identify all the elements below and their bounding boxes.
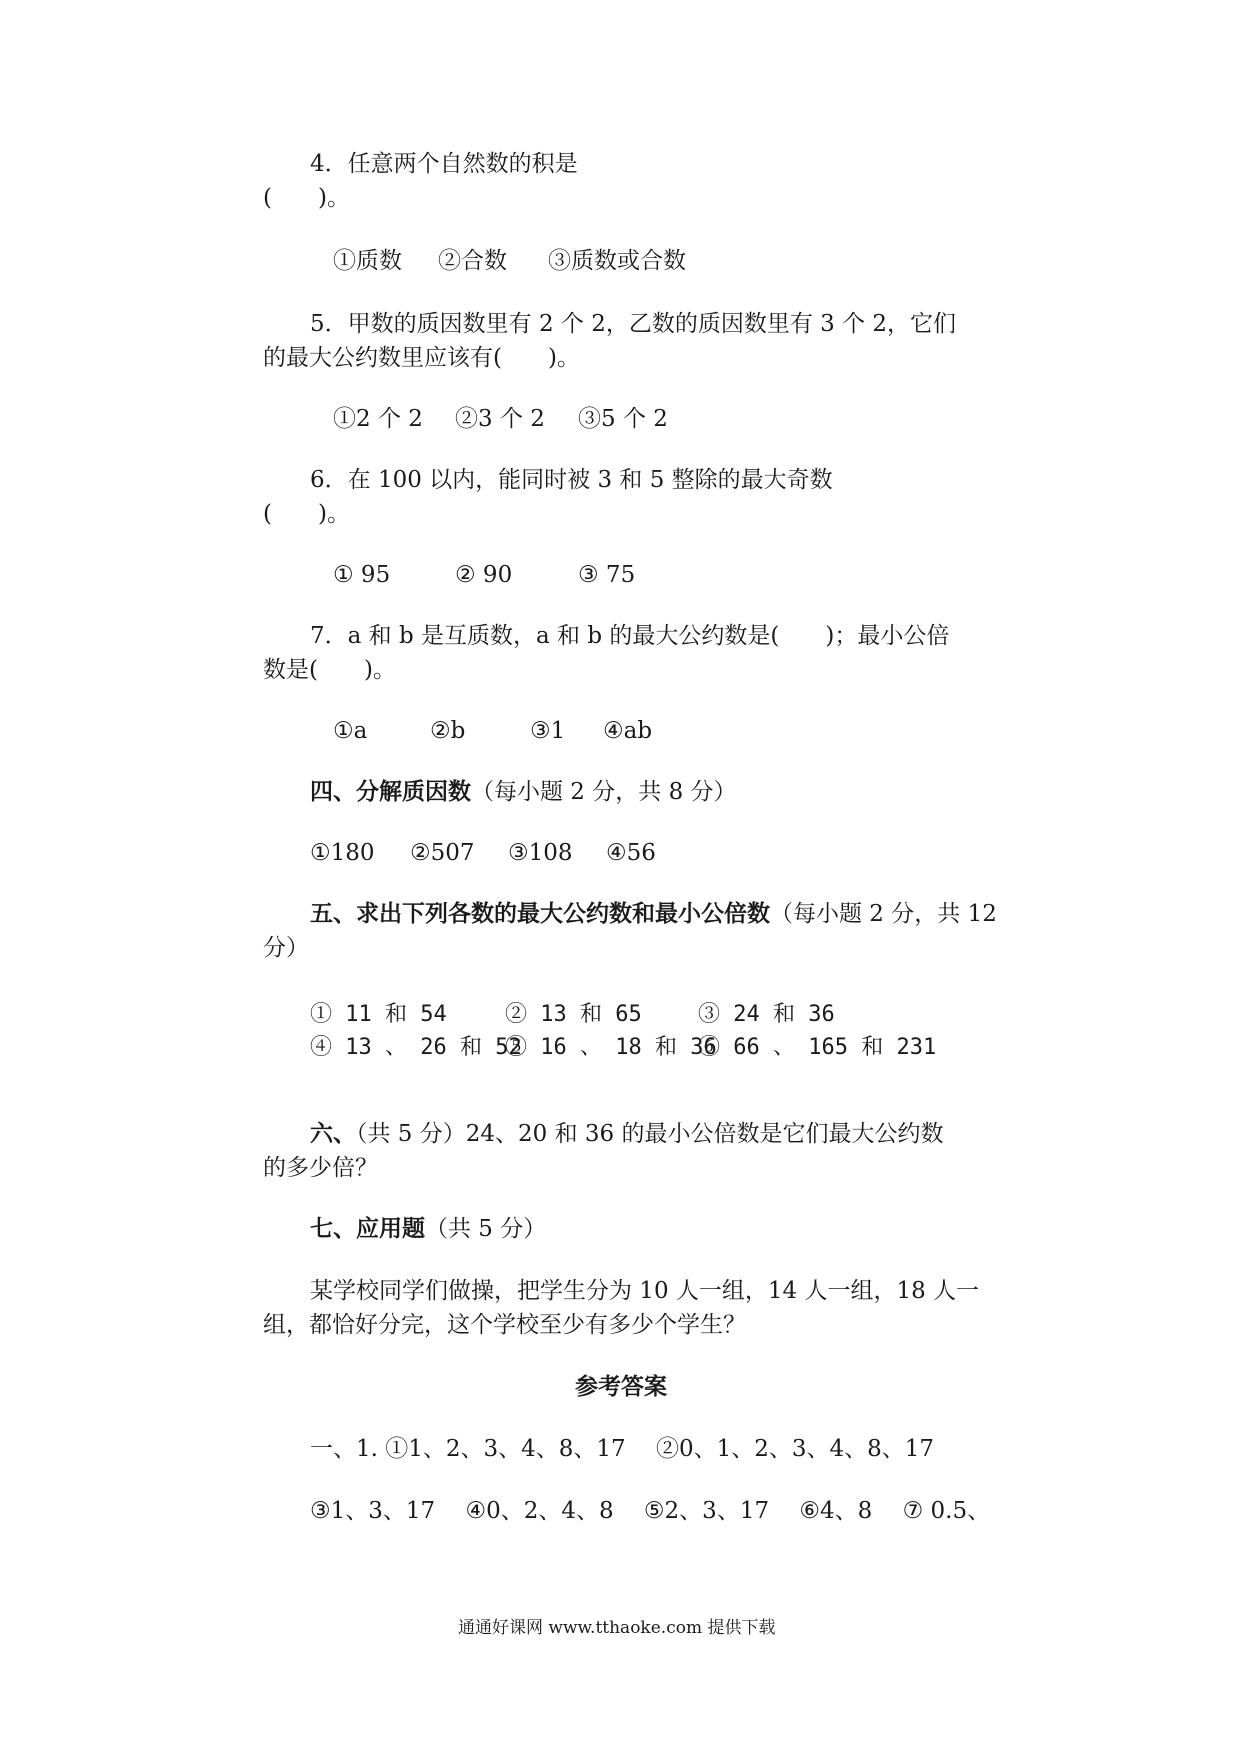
section-5-item-3: ③ 24 和 36 [698, 1002, 835, 1027]
q7-option-4: ④ab [603, 718, 653, 744]
q6-option-3: ③ 75 [578, 562, 636, 588]
q6-line2: ( )。 [263, 501, 350, 527]
q5-line2: 的最大公约数里应该有( )。 [263, 345, 580, 371]
section-7-problem-line1: 某学校同学们做操，把学生分为 10 人一组，14 人一组，18 人一 [310, 1278, 980, 1304]
section-5-item-4: ④ 13 、 26 和 52 [310, 1035, 522, 1060]
section-5-heading [310, 899, 997, 929]
section-5-item-1: ① 11 和 54 [310, 1002, 447, 1027]
section-4-item-3: ③108 [508, 840, 573, 866]
q6-option-2: ② 90 [455, 562, 513, 588]
section-5-item-6: ⑥ 66 、 165 和 231 [698, 1035, 937, 1060]
q7-line1: 7．a 和 b 是互质数，a 和 b 的最大公约数是( )；最小公倍 [310, 623, 950, 649]
q4-line2: ( )。 [263, 185, 350, 211]
section-5-item-5: ⑤ 16 、 18 和 36 [505, 1035, 717, 1060]
q5-option-2: ②3 个 2 [455, 406, 545, 432]
q6-line1: 6．在 100 以内，能同时被 3 和 5 整除的最大奇数 [310, 467, 833, 493]
answers-line1: 一、1. ①1、2、3、4、8、17 ②0、1、2、3、4、8、17 [310, 1436, 935, 1462]
q4-option-1: ①质数 [333, 248, 402, 274]
section-4-item-4: ④56 [606, 840, 656, 866]
answers-line2: ③1、3、17 ④0、2、4、8 ⑤2、3、17 ⑥4、8 ⑦ 0.5、 [310, 1498, 991, 1524]
section-4-note: （每小题 2 分，共 8 分） [471, 779, 737, 805]
answers-title: 参考答案 [575, 1373, 667, 1400]
q7-line2: 数是( )。 [263, 657, 396, 683]
q4-option-3: ③质数或合数 [548, 248, 686, 274]
q4-option-2: ②合数 [438, 248, 507, 274]
section-6-title: 六、 [310, 1120, 356, 1147]
section-4-title: 四、分解质因数 [310, 778, 471, 805]
section-6-text: （共 5 分）24、20 和 36 的最小公倍数是它们最大公约数 [356, 1121, 944, 1147]
section-7-problem-line2: 组，都恰好分完，这个学校至少有多少个学生？ [263, 1312, 746, 1338]
q7-option-2: ②b [430, 718, 466, 744]
page-footer: 通通好课网 www.tthaoke.com 提供下载 [458, 1618, 776, 1638]
section-7-note: （共 5 分） [425, 1216, 547, 1242]
section-5-note: （每小题 2 分，共 12 [770, 901, 997, 927]
section-7-heading [310, 1214, 546, 1244]
section-5-title: 五、求出下列各数的最大公约数和最小公倍数 [310, 900, 770, 927]
q7-option-1: ①a [333, 718, 368, 744]
section-5-item-2: ② 13 和 65 [505, 1002, 642, 1027]
q7-option-3: ③1 [530, 718, 566, 744]
q5-line1: 5．甲数的质因数里有 2 个 2，乙数的质因数里有 3 个 2，它们 [310, 311, 957, 337]
section-5-heading-line2: 分） [263, 935, 309, 961]
section-4-item-2: ②507 [410, 840, 475, 866]
section-6-line2: 的多少倍？ [263, 1155, 378, 1181]
q6-option-1: ① 95 [333, 562, 391, 588]
section-6-line1 [310, 1119, 944, 1149]
q4-line1: 4．任意两个自然数的积是 [310, 151, 578, 177]
section-4-heading [310, 777, 737, 807]
q5-option-3: ③5 个 2 [578, 406, 668, 432]
q5-option-1: ①2 个 2 [333, 406, 423, 432]
section-7-title: 七、应用题 [310, 1215, 425, 1242]
section-4-item-1: ①180 [310, 840, 375, 866]
